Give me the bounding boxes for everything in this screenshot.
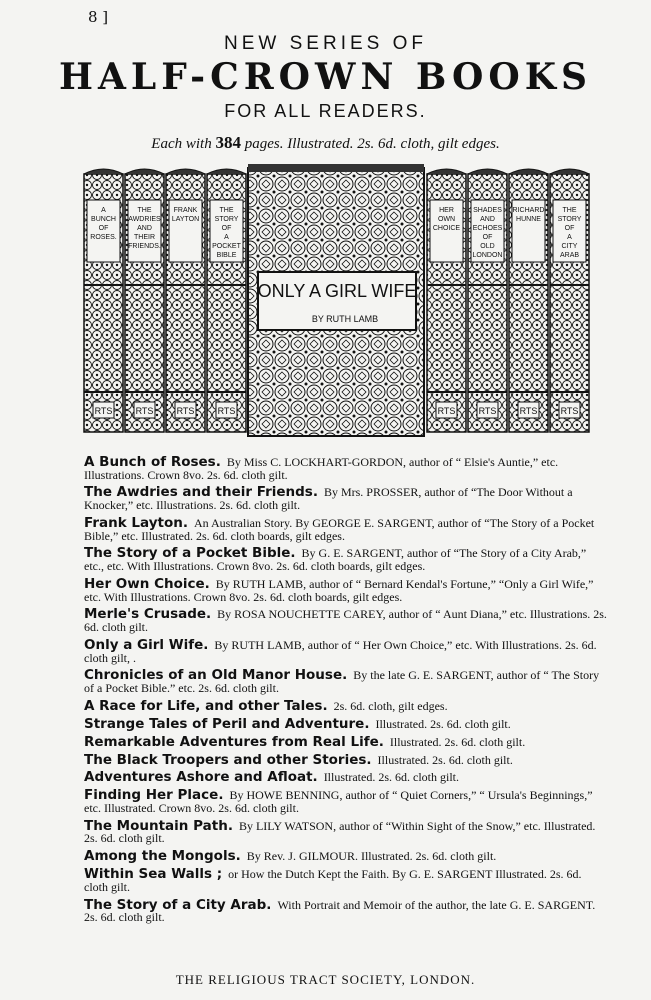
book-entry-details: Illustrated. 2s. 6d. cloth gilt. <box>375 716 511 731</box>
book-entry-title: The Mountain Path. <box>84 817 233 834</box>
book-entry <box>84 697 608 714</box>
book-entry-details: With Portrait and Memoir of the author, the late G. E. SARGENT. 2s. 6d. cloth gilt. <box>84 897 596 925</box>
book-entry-title: The Story of a Pocket Bible. <box>84 545 296 562</box>
book-entry-details: By RUTH LAMB, author of “ Her Own Choice,” etc. With Illustrations. 2s. 6d. cloth gilt, . <box>84 637 597 665</box>
book-entry-title: Chronicles of an Old Manor House. <box>84 667 348 684</box>
book-entry-title: Her Own Choice. <box>84 575 210 592</box>
right-spine-title: SHADES AND ECHOES OF OLD LONDON <box>472 207 503 259</box>
left-spine-book <box>84 169 123 432</box>
center-book-title: ONLY A GIRL WIFE <box>257 281 417 301</box>
book-entry-details: By Mrs. PROSSER, author of “The Door Without a Knocker,” etc. Illustrations. 2s. 6d. cloth gilt. <box>84 485 573 513</box>
left-spine-publisher: RTS <box>176 406 195 416</box>
book-entry-title: The Story of a City Arab. <box>84 896 272 913</box>
book-entry-details: By Miss C. LOCKHART-GORDON, author of “ Elsie's Auntie,” etc. Illustrations. Crown 8vo. 2s. 6d. cloth gilt. <box>84 455 559 482</box>
book-entry-details: By G. E. SARGENT, author of “The Story of a City Arab,” etc., etc. With Illustrations. Crown 8vo. 2s. 6d. cloth boards, gilt edges. <box>84 546 587 574</box>
page-number: 8 ] <box>88 8 109 26</box>
note-post: pages. Illustrated. 2s. 6d. cloth, gilt edges. <box>244 136 500 152</box>
left-spine-title: FRANK LAYTON <box>171 207 200 223</box>
right-spine-publisher: RTS <box>478 406 497 416</box>
book-entry-title: Finding Her Place. <box>84 787 224 804</box>
book-entry-details: By Rev. J. GILMOUR. Illustrated. 2s. 6d. cloth gilt. <box>246 849 497 864</box>
right-spine-publisher: RTS <box>519 406 538 416</box>
right-spine-book <box>468 169 507 432</box>
book-entry-title: Frank Layton. <box>84 514 188 531</box>
book-entry-title: Among the Mongols. <box>84 848 241 865</box>
book-entry-title: The Black Troopers and other Stories. <box>84 751 372 768</box>
book-entry <box>84 547 608 572</box>
book-entry <box>84 817 608 846</box>
book-entry-title: The Awdries and their Friends. <box>84 484 318 501</box>
book-entry-details: By LILY WATSON, author of “Within Sight of the Snow,” etc. Illustrated. 2s. 6d. cloth gilt. <box>84 818 596 846</box>
right-spine-title: RICHARD HUNNE <box>512 207 545 223</box>
book-list <box>84 456 608 929</box>
center-book-author: BY RUTH LAMB <box>311 314 379 324</box>
note-pages: 384 <box>215 133 241 152</box>
book-entry <box>84 575 608 604</box>
right-spine-publisher: RTS <box>560 406 579 416</box>
right-spine-title: HER OWN CHOICE <box>432 207 461 232</box>
left-spine-publisher: RTS <box>135 406 154 416</box>
book-entry-title: Strange Tales of Peril and Adventure. <box>84 715 370 732</box>
book-entry-details: 2s. 6d. cloth, gilt edges. <box>333 698 448 713</box>
book-entry-title: Merle's Crusade. <box>84 606 212 623</box>
book-entry-details: An Australian Story. By GEORGE E. SARGENT, author of “The Story of a Pocket Bible,” etc. Illustrated. 2s. 6d. cloth boards, gilt edges. <box>84 515 595 543</box>
book-entry-title: Within Sea Walls ; <box>84 866 223 883</box>
left-spine-publisher: RTS <box>217 406 236 416</box>
right-spine-publisher: RTS <box>437 406 456 416</box>
left-spine-title: THE AWDRIES AND THEIR FRIENDS. <box>128 207 161 250</box>
right-spine-book <box>427 169 466 432</box>
left-spine-title: A BUNCH OF ROSES. <box>90 207 117 241</box>
book-entry <box>84 715 608 732</box>
book-entry-details: By the late G. E. SARGENT, author of “ The Story of a Pocket Bible.” etc. 2s. 6d. cloth gilt. <box>84 668 600 695</box>
edition-note <box>0 133 651 153</box>
book-entry <box>84 789 608 814</box>
right-spine-book <box>550 169 589 432</box>
publisher-footer: THE RELIGIOUS TRACT SOCIETY, LONDON. <box>175 972 476 987</box>
book-entry <box>84 868 608 893</box>
book-entry <box>84 514 608 543</box>
book-entry-details: Illustrated. 2s. 6d. cloth gilt. <box>377 752 513 767</box>
book-entry <box>84 850 608 863</box>
left-spine-title: THE STORY OF A POCKET BIBLE <box>212 207 241 259</box>
right-spine-title: THE STORY OF A CITY ARAB <box>557 207 582 259</box>
book-entry-details: By HOWE BENNING, author of “ Quiet Corners,” “ Ursula's Beginnings,” etc. Illustrated. Crown 8vo. 2s. 6d. cloth gilt. <box>84 788 593 815</box>
left-spine-book <box>125 169 164 432</box>
main-title: HALF-CROWN BOOKS <box>58 56 593 98</box>
book-entry-details: By RUTH LAMB, author of “ Bernard Kendal's Fortune,” “Only a Girl Wife,” etc. With Illustrations. Crown 8vo. 2s. 6d. cloth boards, gilt edges. <box>84 576 594 604</box>
book-entry <box>84 608 608 633</box>
book-entry-details: Illustrated. 2s. 6d. cloth gilt. <box>323 770 460 785</box>
book-entry-details: By ROSA NOUCHETTE CAREY, author of “ Aunt Diana,” etc. Illustrations. 2s. 6d. cloth gilt. <box>84 607 607 635</box>
book-entry-title: Adventures Ashore and Afloat. <box>84 769 318 786</box>
book-entry-title: Remarkable Adventures from Real Life. <box>84 733 384 750</box>
book-entry <box>84 751 608 768</box>
series-heading: NEW SERIES OF <box>224 33 427 54</box>
left-spine-book <box>166 169 205 432</box>
left-spine-publisher: RTS <box>94 406 113 416</box>
book-entry-title: A Race for Life, and other Tales. <box>84 697 328 714</box>
book-entry-details: or How the Dutch Kept the Faith. By G. E. SARGENT Illustrated. 2s. 6d. cloth gilt. <box>84 867 582 894</box>
book-entry <box>84 733 608 750</box>
book-entry <box>84 636 608 665</box>
book-entry <box>84 486 608 511</box>
book-entry <box>84 771 608 784</box>
left-spine-book <box>207 169 246 432</box>
book-entry <box>84 896 608 925</box>
right-spine-book <box>509 169 548 432</box>
book-entry-title: Only a Girl Wife. <box>84 636 209 653</box>
book-entry-details: Illustrated. 2s. 6d. cloth gilt. <box>389 734 526 749</box>
book-entry <box>84 669 608 694</box>
book-entry <box>84 456 608 481</box>
note-pre: Each with <box>151 136 212 152</box>
books-illustration <box>82 160 594 442</box>
readers-heading: FOR ALL READERS. <box>224 101 427 121</box>
book-entry-title: A Bunch of Roses. <box>84 454 221 470</box>
